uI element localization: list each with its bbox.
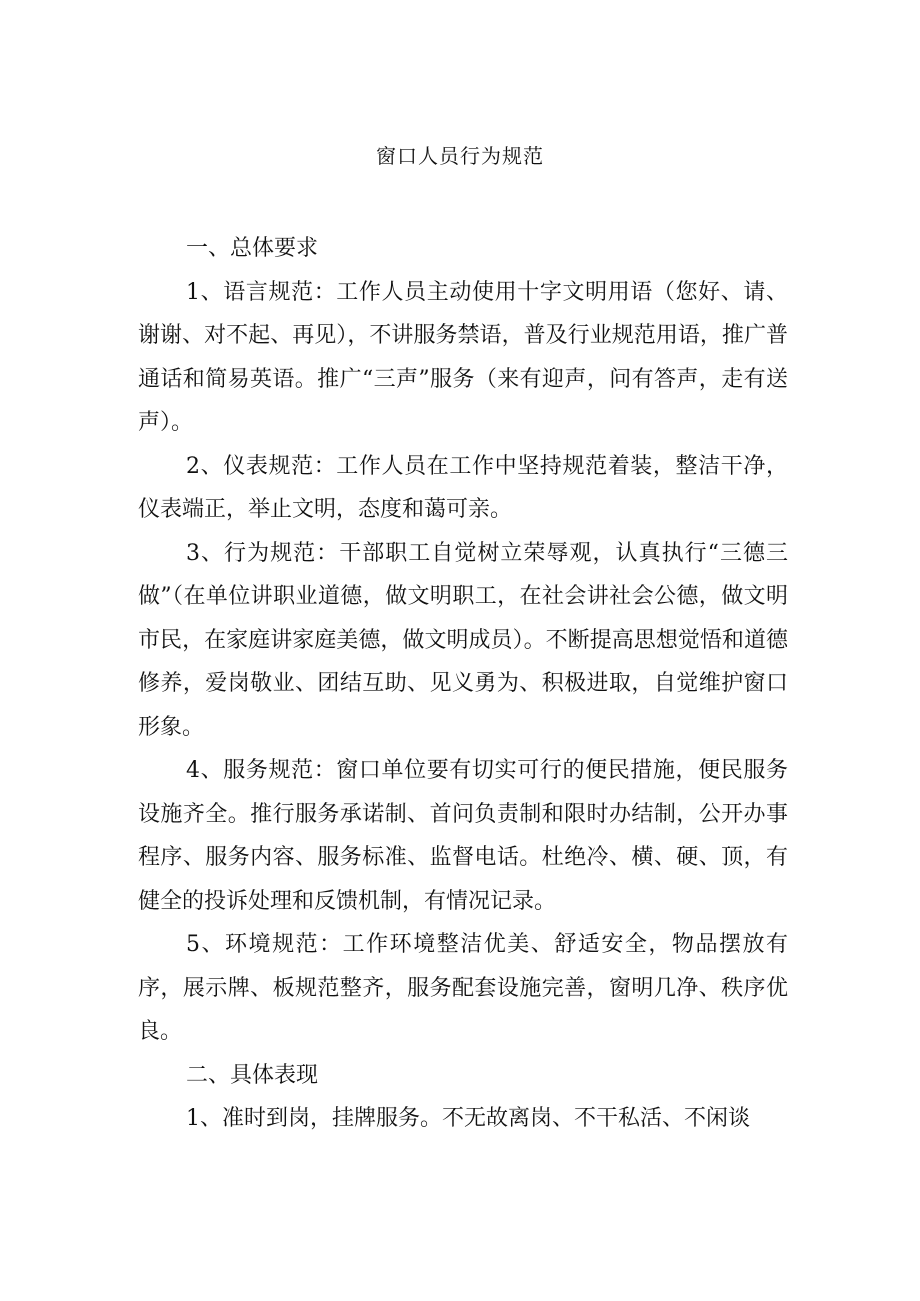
paragraph-appearance-standard: 2、仪表规范：工作人员在工作中坚持规范着装，整洁干净，仪表端正，举止文明，态度和蔼可亲。 xyxy=(138,453,788,522)
section-heading-specific: 二、具体表现 xyxy=(186,1062,319,1088)
paragraph-service-standard: 4、服务规范：窗口单位要有切实可行的便民措施，便民服务设施齐全。推行服务承诺制、首问负责制和限时办结制，公开办事程序、服务内容、服务标准、监督电话。杜绝冷、横、硬、顶，有健全的投诉处理和反馈机制，有情况记录。 xyxy=(138,758,788,914)
paragraph-environment-standard: 5、环境规范：工作环境整洁优美、舒适安全，物品摆放有序，展示牌、板规范整齐，服务配套设施完善，窗明几净、秩序优良。 xyxy=(138,932,788,1044)
section-heading-general: 一、总体要求 xyxy=(186,236,319,261)
paragraph-behavior-standard: 3、行为规范：干部职工自觉树立荣辱观，认真执行“三德三做”（在单位讲职业道德，做文明职工，在社会讲社会公德，做文明市民，在家庭讲家庭美德，做文明成员）。不断提高思想觉悟和道德修养，爱岗敬业、团结互助、见义勇为、积极进取，自觉维护窗口形象。 xyxy=(138,540,788,740)
document-body xyxy=(138,227,788,1141)
document-title: 窗口人员行为规范 xyxy=(376,144,544,168)
paragraph-punctuality: 1、准时到岗，挂牌服务。不无故离岗、不干私活、不闲谈 xyxy=(186,1106,750,1131)
paragraph-language-standard: 1、语言规范：工作人员主动使用十字文明用语（您好、请、谢谢、对不起、再见），不讲服务禁语，普及行业规范用语，推广普通话和简易英语。推广“三声”服务（来有迎声，问有答声，走有送声）。 xyxy=(138,279,788,435)
